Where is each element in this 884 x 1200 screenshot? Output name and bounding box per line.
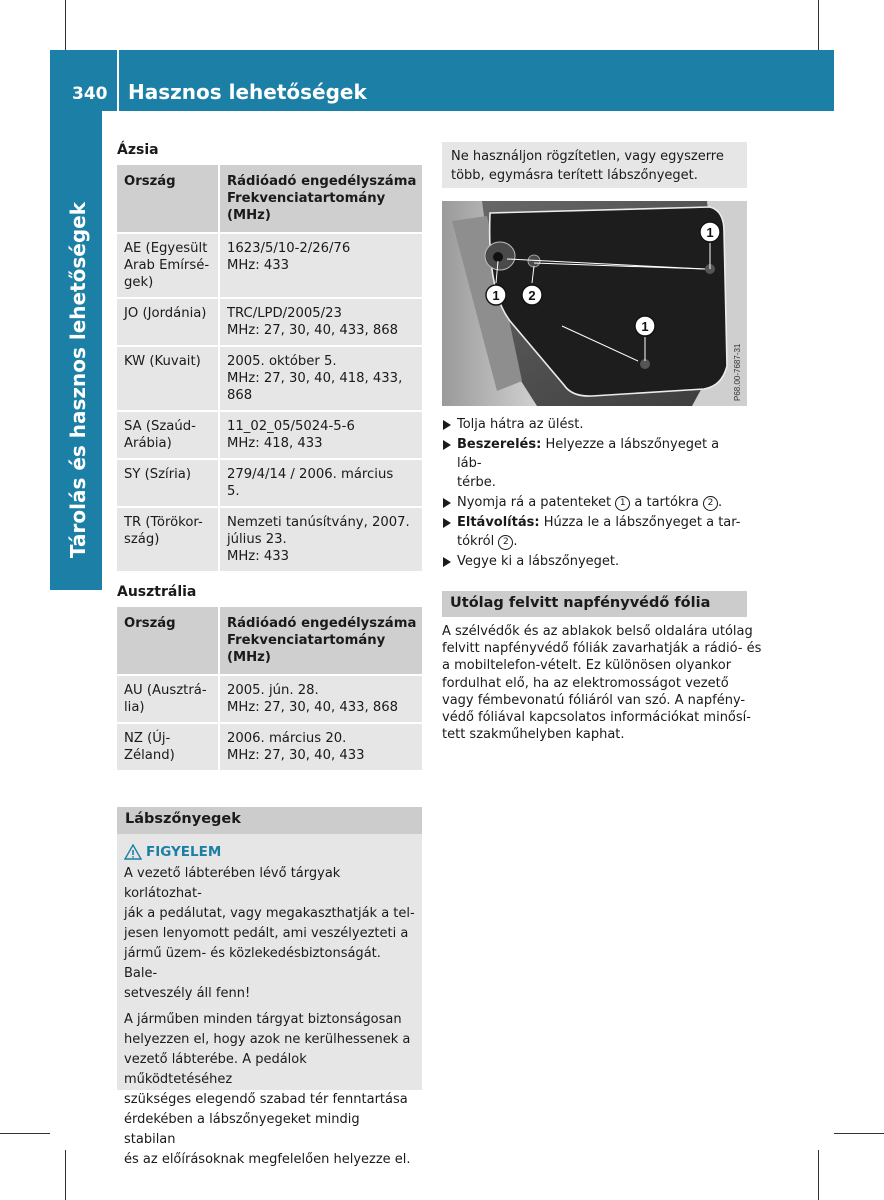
australia-heading: Ausztrália [117, 584, 197, 600]
step-text: Helyezze a lábszőnyeget a láb- [457, 437, 720, 471]
text-line: szükséges elegendő szabad tér fenntartása [124, 1092, 408, 1107]
fastener-center [493, 252, 503, 262]
film-heading: Utólag felvitt napfényvédő fólia [442, 591, 747, 617]
cell-line: Arábia) [124, 436, 172, 451]
text-line: setveszély áll fenn! [124, 986, 251, 1001]
info-cell [219, 411, 422, 459]
callout-label-1: 1 [492, 288, 500, 303]
header-divider [117, 50, 119, 111]
cell-line: szág) [124, 532, 160, 547]
column-header-approval [219, 165, 422, 233]
text-line: a mobiltelefon-vételt. Ez különösen olyankor [442, 658, 732, 674]
text-line: jármű üzem- és közlekedésbiztonságát. Bale- [124, 946, 381, 981]
side-tab-label: Tárolás és hasznos lehetőségek [66, 201, 90, 559]
header-line: Rádióadó engedélyszáma [227, 174, 417, 189]
info-cell [219, 675, 422, 723]
cell-line: Nemzeti tanúsítvány, 2007. [227, 515, 410, 530]
step-text: . [717, 495, 723, 510]
asia-heading: Ázsia [117, 142, 159, 158]
header-line: (MHz) [227, 208, 271, 223]
country-cell [117, 459, 219, 507]
step-text: Vegye ki a lábszőnyeget. [457, 554, 620, 569]
figure-code: P68.00-7687-31 [733, 343, 742, 401]
text-line: A járműben minden tárgyat biztonságosan [124, 1012, 402, 1027]
step-text: a tartókra [634, 495, 699, 510]
table-row [117, 346, 422, 411]
country-cell [117, 346, 219, 411]
text-line: fordulhat elő, ha az elektromosságot vezető [442, 675, 729, 691]
text-line: A szélvédők és az ablakok belső oldalára utólag [442, 624, 753, 639]
warning-header [124, 842, 415, 862]
film-paragraph [442, 623, 762, 743]
cell-line: gek) [124, 275, 154, 290]
step-text: Nyomja rá a patenteket [457, 495, 612, 510]
warning-title: FIGYELEM [146, 844, 222, 860]
cell-line: MHz: 27, 30, 40, 433, 868 [227, 323, 399, 338]
mats-heading: Lábszőnyegek [117, 807, 422, 834]
text-line: érdekében a lábszőnyegeket mindig stabilan [124, 1112, 360, 1147]
table-row [117, 298, 422, 346]
step-text: Tolja hátra az ülést. [457, 417, 584, 432]
australia-table [117, 607, 422, 772]
table-row [117, 675, 422, 723]
note-line: több, egymásra terített lábszőnyeget. [451, 168, 698, 183]
cell-line: KW (Kuvait) [124, 354, 201, 369]
cell-line: 11_02_05/5024-5-6 [227, 419, 355, 434]
country-cell [117, 507, 219, 572]
list-item [442, 552, 747, 571]
warning-triangle-icon [124, 844, 142, 860]
cell-line: 1623/5/10-2/26/76 [227, 241, 351, 256]
table-row [117, 411, 422, 459]
instruction-list [442, 415, 747, 572]
table-row [117, 233, 422, 298]
crop-mark [834, 1133, 884, 1134]
number-2-icon: 2 [703, 496, 718, 511]
text-line: védő fóliával kapcsolatos információkat minősí- [442, 710, 751, 726]
cell-line: TRC/LPD/2005/23 [227, 306, 342, 321]
table-header-row [117, 165, 422, 233]
step-label: Beszerelés: [457, 437, 542, 452]
cell-line: SA (Szaúd- [124, 419, 196, 434]
info-cell [219, 459, 422, 507]
text-line: A vezető lábterében lévő tárgyak korlátozhat- [124, 866, 341, 901]
cell-line: TR (Törökor- [124, 515, 203, 530]
column-header-country: Ország [117, 165, 219, 233]
list-item [442, 493, 747, 512]
info-cell [219, 298, 422, 346]
cell-line: MHz: 27, 30, 40, 433, 868 [227, 700, 399, 715]
text-line: felvitt napfényvédő fóliák zavarhatják a rádió- és [442, 641, 762, 657]
page-number: 340 [72, 84, 108, 104]
text-line: ják a pedálutat, vagy megakaszthatják a tel- [124, 906, 415, 921]
cell-line: AU (Ausztrá- [124, 683, 207, 698]
info-cell [219, 723, 422, 771]
text-line: helyezzen el, hogy azok ne kerülhessenek a [124, 1032, 411, 1047]
asia-table [117, 165, 422, 573]
cell-line: 2006. március 20. [227, 731, 347, 746]
header-line: (MHz) [227, 650, 271, 665]
warning-box [117, 834, 422, 1167]
table-header-row [117, 607, 422, 675]
note-box [442, 142, 747, 188]
crop-mark [818, 0, 819, 50]
cell-line: Arab Emírsé- [124, 258, 210, 273]
cell-line: 2005. jún. 28. [227, 683, 319, 698]
info-cell [219, 233, 422, 298]
cell-line: lia) [124, 700, 145, 715]
cell-line: július 23. [227, 532, 287, 547]
text-line: vagy fémbevonatú fóliáról van szó. A napfény- [442, 692, 746, 708]
table-row [117, 507, 422, 572]
cell-line: NZ (Új- [124, 731, 171, 746]
step-text: Húzza le a lábszőnyeget a tar- [543, 515, 741, 530]
text-line: tett szakműhelyben kaphat. [442, 727, 625, 743]
note-line: Ne használjon rögzítetlen, vagy egyszerre [451, 149, 724, 164]
header-line: Rádióadó engedélyszáma [227, 616, 417, 631]
cell-line: 2005. október 5. [227, 354, 337, 369]
cell-line: MHz: 27, 30, 40, 433 [227, 748, 365, 763]
text-line: vezető lábterébe. A pedálok működtetéséhez [124, 1052, 307, 1087]
cell-line: MHz: 27, 30, 40, 418, 433, [227, 371, 403, 386]
cell-line: MHz: 433 [227, 549, 290, 564]
cell-line: JO (Jordánia) [124, 306, 207, 321]
step-text: . [513, 534, 518, 549]
number-1-icon: 1 [615, 496, 630, 511]
text-line: jesen lenyomott pedált, ami veszélyezteti a [124, 926, 409, 941]
step-text: térbe. [457, 475, 496, 490]
crop-mark [0, 1133, 50, 1134]
cell-line: MHz: 433 [227, 258, 290, 273]
table-row [117, 459, 422, 507]
list-item [442, 513, 747, 551]
info-cell [219, 507, 422, 572]
table-row [117, 723, 422, 771]
cell-line: MHz: 418, 433 [227, 436, 323, 451]
header-line: Frekvenciatartomány [227, 633, 386, 648]
cell-line: AE (Egyesült [124, 241, 208, 256]
country-cell [117, 233, 219, 298]
cell-line: 868 [227, 388, 253, 403]
cell-line: SY (Szíria) [124, 467, 192, 482]
step-text: tókról [457, 534, 495, 549]
country-cell [117, 675, 219, 723]
text-line: és az előírásoknak megfelelően helyezze el. [124, 1152, 411, 1167]
callout-label-1: 1 [641, 319, 649, 334]
page-title: Hasznos lehetőségek [128, 80, 367, 104]
number-2-icon: 2 [498, 535, 513, 550]
callout-label-2: 2 [528, 288, 536, 303]
warning-paragraph [124, 1010, 415, 1170]
info-cell [219, 346, 422, 411]
column-header-approval [219, 607, 422, 675]
warning-paragraph [124, 864, 415, 1004]
list-item [442, 415, 747, 434]
crop-mark [65, 0, 66, 50]
header-line: Frekvenciatartomány [227, 191, 386, 206]
cell-line: 5. [227, 484, 240, 499]
crop-mark [65, 1150, 66, 1200]
callout-label-1: 1 [706, 225, 714, 240]
step-label: Eltávolítás: [457, 515, 540, 530]
list-item [442, 435, 747, 492]
column-header-country: Ország [117, 607, 219, 675]
floor-mat-photo [442, 201, 747, 406]
cell-line: Zéland) [124, 748, 175, 763]
country-cell [117, 298, 219, 346]
country-cell [117, 723, 219, 771]
country-cell [117, 411, 219, 459]
cell-line: 279/4/14 / 2006. március [227, 467, 394, 482]
crop-mark [818, 1150, 819, 1200]
